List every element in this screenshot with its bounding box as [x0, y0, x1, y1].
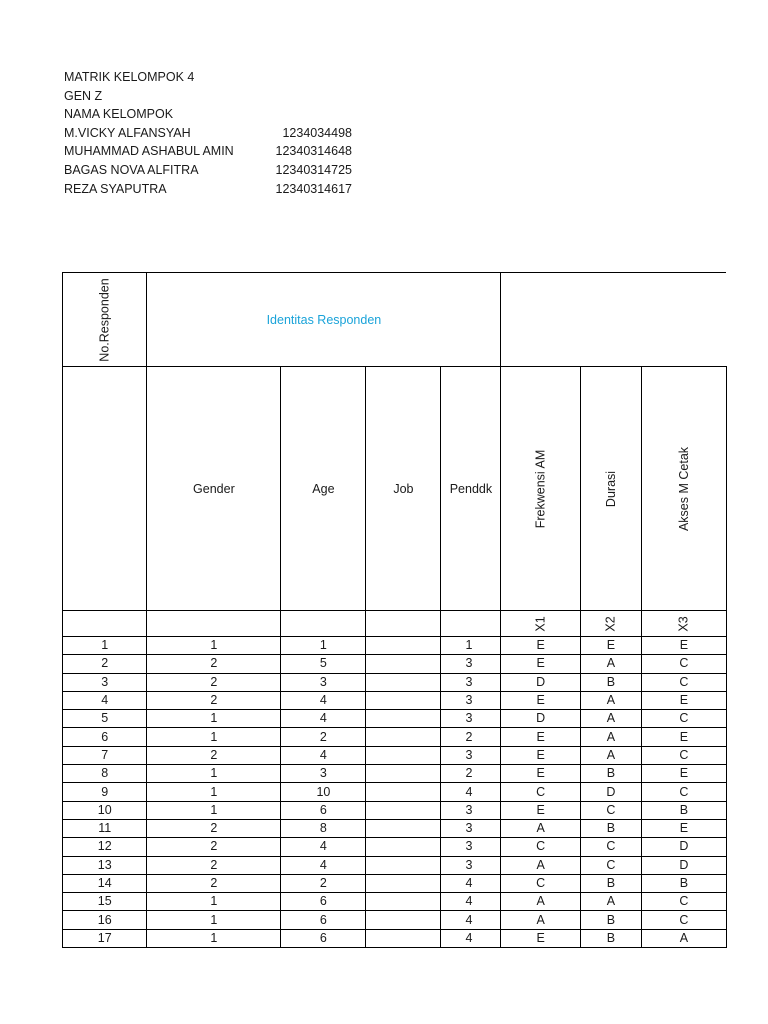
- cell-no: 6: [63, 728, 147, 746]
- group-label: NAMA KELOMPOK: [64, 107, 174, 122]
- x1-label: Frekwensi AM: [533, 449, 548, 528]
- table-row: [63, 765, 727, 783]
- cell-x3: C: [641, 783, 726, 801]
- no-responden-header: [63, 273, 147, 367]
- member-line: [64, 124, 352, 143]
- x2-label: Durasi: [603, 470, 618, 507]
- cell-x2: B: [580, 819, 641, 837]
- cell-no: 7: [63, 746, 147, 764]
- cell-no: 5: [63, 710, 147, 728]
- gender-header: Gender: [147, 367, 281, 611]
- cell-x3: C: [641, 673, 726, 691]
- job-header: Job: [366, 367, 441, 611]
- cell-age: 1: [281, 637, 366, 655]
- cell-penddk: 4: [441, 929, 501, 947]
- member-id: 12340314617: [275, 181, 352, 196]
- table-row: [63, 911, 727, 929]
- table-row: [63, 746, 727, 764]
- cell-x1: A: [501, 893, 581, 911]
- x2-header: [580, 367, 641, 611]
- cell-age: 6: [281, 801, 366, 819]
- table-row: [63, 655, 727, 673]
- cell-gender: 1: [147, 637, 281, 655]
- cell-job: [366, 783, 441, 801]
- cell-penddk: 3: [441, 691, 501, 709]
- cell-penddk: 3: [441, 856, 501, 874]
- member-name: M.VICKY ALFANSYAH: [64, 125, 191, 140]
- cell-x1: D: [501, 673, 581, 691]
- penddk-header: Penddk: [441, 367, 501, 611]
- variables-header: [501, 273, 727, 367]
- cell-x2: A: [580, 893, 641, 911]
- cell-x1: C: [501, 838, 581, 856]
- cell-x1: E: [501, 801, 581, 819]
- cell-x3: C: [641, 893, 726, 911]
- cell-x3: E: [641, 765, 726, 783]
- cell-no: 17: [63, 929, 147, 947]
- cell-job: [366, 746, 441, 764]
- cell-x3: C: [641, 911, 726, 929]
- cell-x1: E: [501, 765, 581, 783]
- member-line: [64, 142, 352, 161]
- code-blank-cell: [366, 611, 441, 637]
- cell-penddk: 4: [441, 911, 501, 929]
- cell-penddk: 3: [441, 673, 501, 691]
- cell-penddk: 3: [441, 838, 501, 856]
- cell-penddk: 3: [441, 746, 501, 764]
- cell-job: [366, 893, 441, 911]
- cell-x1: A: [501, 911, 581, 929]
- cell-x2: C: [580, 838, 641, 856]
- no-responden-label: No.Responden: [97, 277, 112, 362]
- cell-gender: 2: [147, 673, 281, 691]
- member-name: BAGAS NOVA ALFITRA: [64, 162, 199, 177]
- table-row: [63, 783, 727, 801]
- cell-age: 6: [281, 893, 366, 911]
- cell-penddk: 2: [441, 765, 501, 783]
- x1-header: [501, 367, 581, 611]
- cell-job: [366, 856, 441, 874]
- cell-age: 3: [281, 765, 366, 783]
- cell-no: 10: [63, 801, 147, 819]
- cell-x2: A: [580, 746, 641, 764]
- cell-job: [366, 819, 441, 837]
- cell-gender: 1: [147, 801, 281, 819]
- table-row: [63, 893, 727, 911]
- member-id: 12340314725: [275, 162, 352, 177]
- member-id: 1234034498: [282, 125, 352, 140]
- cell-no: 15: [63, 893, 147, 911]
- x3-code: [641, 611, 726, 637]
- cell-age: 4: [281, 691, 366, 709]
- cell-age: 6: [281, 911, 366, 929]
- cell-job: [366, 710, 441, 728]
- cell-job: [366, 655, 441, 673]
- cell-age: 4: [281, 838, 366, 856]
- table-row: [63, 819, 727, 837]
- cell-x3: E: [641, 691, 726, 709]
- x3-header: [641, 367, 726, 611]
- x2-code-label: X2: [603, 615, 618, 632]
- table-row: [63, 856, 727, 874]
- cell-job: [366, 874, 441, 892]
- cell-gender: 2: [147, 746, 281, 764]
- cell-x3: B: [641, 874, 726, 892]
- cell-x2: A: [580, 710, 641, 728]
- cell-x1: E: [501, 655, 581, 673]
- cell-age: 8: [281, 819, 366, 837]
- cell-x3: B: [641, 801, 726, 819]
- cell-no: 8: [63, 765, 147, 783]
- cell-x3: E: [641, 637, 726, 655]
- header-row-columns: [63, 367, 727, 611]
- cell-job: [366, 691, 441, 709]
- cell-x1: C: [501, 874, 581, 892]
- cell-x2: A: [580, 691, 641, 709]
- cell-job: [366, 728, 441, 746]
- member-line: [64, 161, 352, 180]
- cell-age: 2: [281, 728, 366, 746]
- cell-age: 4: [281, 856, 366, 874]
- x3-label: Akses M Cetak: [676, 446, 691, 531]
- cell-gender: 2: [147, 838, 281, 856]
- cell-gender: 2: [147, 874, 281, 892]
- table-row: [63, 838, 727, 856]
- table-row: [63, 874, 727, 892]
- cell-job: [366, 838, 441, 856]
- cell-gender: 2: [147, 856, 281, 874]
- cell-penddk: 1: [441, 637, 501, 655]
- table-row: [63, 637, 727, 655]
- cell-x2: C: [580, 801, 641, 819]
- cell-penddk: 4: [441, 874, 501, 892]
- cell-no: 12: [63, 838, 147, 856]
- cell-gender: 2: [147, 819, 281, 837]
- cell-x3: C: [641, 655, 726, 673]
- cell-gender: 1: [147, 893, 281, 911]
- cell-gender: 1: [147, 765, 281, 783]
- cell-no: 2: [63, 655, 147, 673]
- age-header: Age: [281, 367, 366, 611]
- cell-x2: B: [580, 911, 641, 929]
- member-id: 12340314648: [275, 144, 352, 159]
- cell-age: 10: [281, 783, 366, 801]
- cell-no: 13: [63, 856, 147, 874]
- cell-x3: A: [641, 929, 726, 947]
- cell-x1: A: [501, 856, 581, 874]
- cell-age: 3: [281, 673, 366, 691]
- cell-no: 1: [63, 637, 147, 655]
- member-name: MUHAMMAD ASHABUL AMIN: [64, 144, 234, 159]
- table-row: [63, 801, 727, 819]
- cell-x2: B: [580, 874, 641, 892]
- cell-job: [366, 765, 441, 783]
- cell-x1: E: [501, 728, 581, 746]
- cell-x2: B: [580, 929, 641, 947]
- cell-age: 4: [281, 710, 366, 728]
- table-row: [63, 710, 727, 728]
- cell-age: 6: [281, 929, 366, 947]
- cell-job: [366, 801, 441, 819]
- cell-penddk: 4: [441, 893, 501, 911]
- code-blank-cell: [63, 611, 147, 637]
- cell-x1: E: [501, 637, 581, 655]
- cell-x1: E: [501, 691, 581, 709]
- cell-age: 2: [281, 874, 366, 892]
- table-row: [63, 673, 727, 691]
- cell-x1: D: [501, 710, 581, 728]
- document-header: [64, 68, 364, 198]
- x3-code-label: X3: [676, 615, 691, 632]
- cell-x1: A: [501, 819, 581, 837]
- member-line: [64, 180, 352, 199]
- cell-gender: 1: [147, 911, 281, 929]
- cell-gender: 1: [147, 710, 281, 728]
- cell-no: 14: [63, 874, 147, 892]
- respondent-matrix-table: [62, 272, 727, 948]
- cell-job: [366, 929, 441, 947]
- document-subtitle: GEN Z: [64, 88, 103, 103]
- cell-x2: B: [580, 673, 641, 691]
- code-row: [63, 611, 727, 637]
- cell-no: 9: [63, 783, 147, 801]
- code-blank-cell: [441, 611, 501, 637]
- cell-x1: C: [501, 783, 581, 801]
- cell-x3: E: [641, 819, 726, 837]
- cell-no: 11: [63, 819, 147, 837]
- cell-gender: 2: [147, 691, 281, 709]
- document-title: MATRIK KELOMPOK 4: [64, 70, 195, 84]
- cell-penddk: 3: [441, 801, 501, 819]
- x1-code: [501, 611, 581, 637]
- cell-gender: 1: [147, 929, 281, 947]
- member-name: REZA SYAPUTRA: [64, 181, 167, 196]
- cell-gender: 1: [147, 728, 281, 746]
- cell-x3: C: [641, 746, 726, 764]
- cell-x2: D: [580, 783, 641, 801]
- table-row: [63, 728, 727, 746]
- table-row: [63, 929, 727, 947]
- cell-x2: C: [580, 856, 641, 874]
- blank-header-cell: [63, 367, 147, 611]
- cell-x3: D: [641, 856, 726, 874]
- cell-penddk: 3: [441, 819, 501, 837]
- header-row-top: [63, 273, 727, 367]
- x1-code-label: X1: [533, 615, 548, 632]
- cell-no: 16: [63, 911, 147, 929]
- identitas-label: Identitas Responden: [266, 312, 382, 327]
- cell-x3: D: [641, 838, 726, 856]
- cell-gender: 1: [147, 783, 281, 801]
- cell-no: 3: [63, 673, 147, 691]
- cell-x2: A: [580, 728, 641, 746]
- cell-penddk: 3: [441, 655, 501, 673]
- cell-x2: E: [580, 637, 641, 655]
- cell-penddk: 2: [441, 728, 501, 746]
- cell-x3: E: [641, 728, 726, 746]
- cell-age: 4: [281, 746, 366, 764]
- cell-job: [366, 637, 441, 655]
- identitas-header: [147, 273, 501, 367]
- table-row: [63, 691, 727, 709]
- cell-no: 4: [63, 691, 147, 709]
- cell-x2: B: [580, 765, 641, 783]
- code-blank-cell: [281, 611, 366, 637]
- cell-x2: A: [580, 655, 641, 673]
- cell-gender: 2: [147, 655, 281, 673]
- cell-penddk: 3: [441, 710, 501, 728]
- cell-x3: C: [641, 710, 726, 728]
- cell-job: [366, 673, 441, 691]
- cell-penddk: 4: [441, 783, 501, 801]
- x2-code: [580, 611, 641, 637]
- cell-x1: E: [501, 929, 581, 947]
- cell-job: [366, 911, 441, 929]
- code-blank-cell: [147, 611, 281, 637]
- cell-age: 5: [281, 655, 366, 673]
- cell-x1: E: [501, 746, 581, 764]
